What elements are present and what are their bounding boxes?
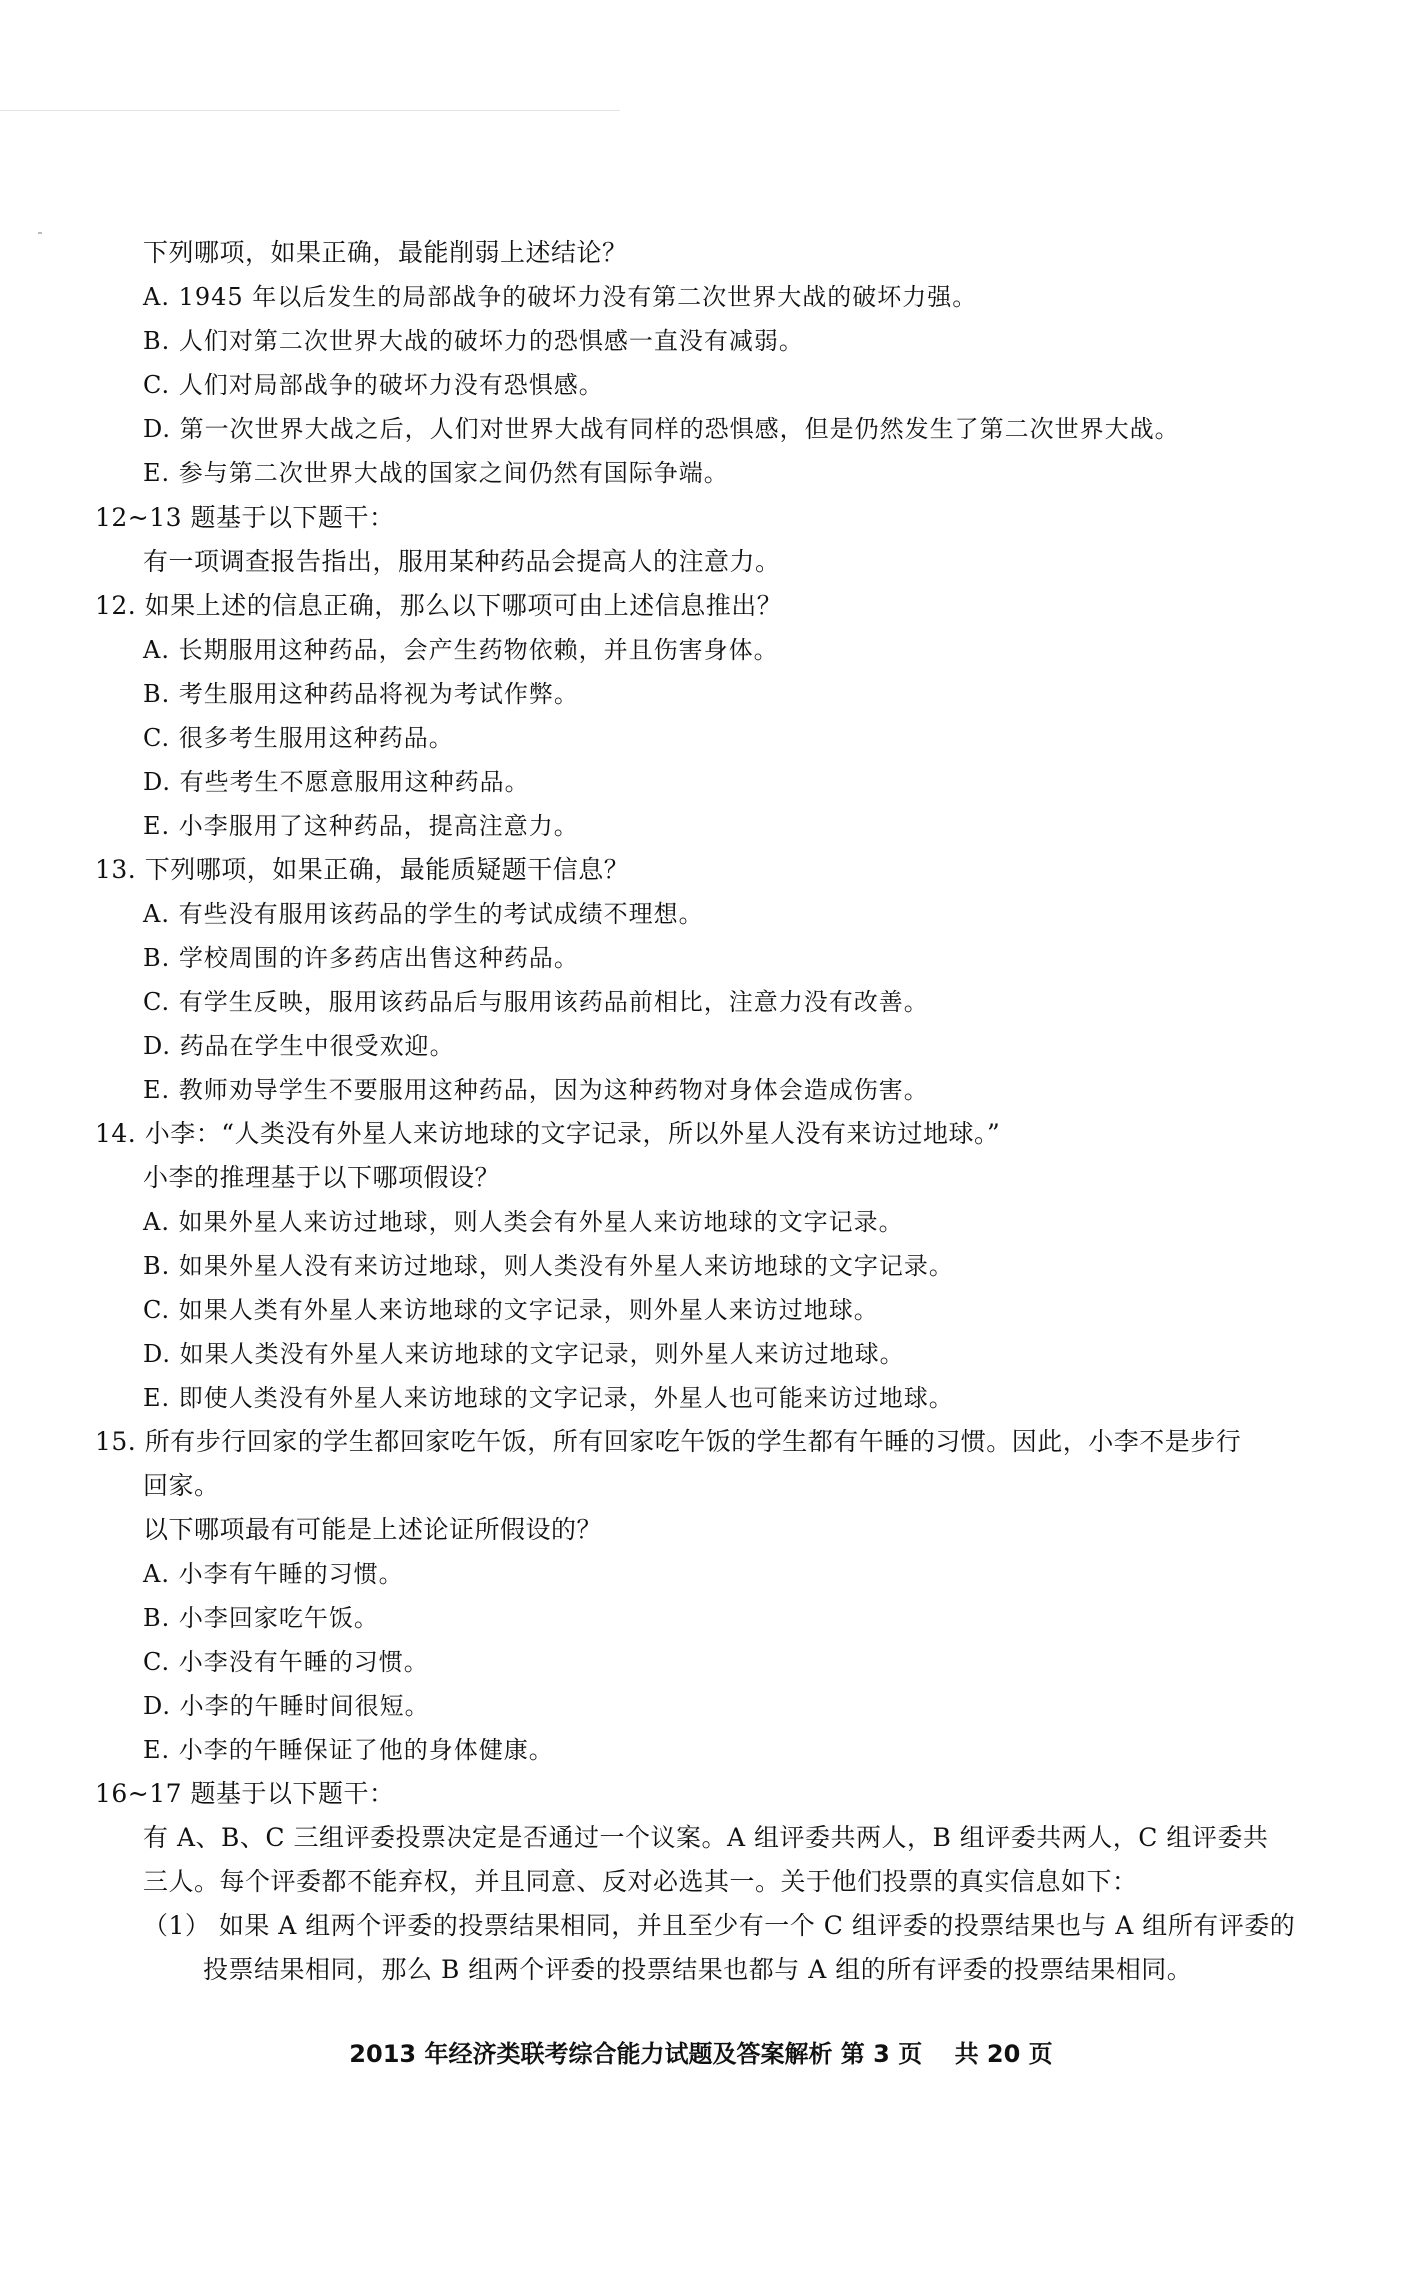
stem-text: 有一项调查报告指出，服用某种药品会提高人的注意力。 — [143, 547, 781, 576]
option-e: E. 即使人类没有外星人来访地球的文字记录，外星人也可能来访过地球。 — [143, 1384, 954, 1412]
option-a: A. 1945 年以后发生的局部战争的破坏力没有第二次世界大战的破坏力强。 — [143, 283, 978, 311]
section-header-12-13: 12~13 题基于以下题干： — [95, 503, 395, 532]
page-footer: 2013 年经济类联考综合能力试题及答案解析 第 3 页 共 20 页 — [349, 2040, 1053, 2068]
option-b: B. 小李回家吃午饭。 — [143, 1604, 379, 1632]
scan-edge-mark — [0, 110, 620, 111]
stem-text: 三人。每个评委都不能弃权，并且同意、反对必选其一。关于他们投票的真实信息如下： — [143, 1867, 1138, 1896]
option-d: D. 小李的午睡时间很短。 — [143, 1692, 430, 1720]
option-e: E. 小李的午睡保证了他的身体健康。 — [143, 1736, 554, 1764]
question-15-continued: 回家。 — [143, 1471, 220, 1500]
option-a: A. 长期服用这种药品，会产生药物依赖，并且伤害身体。 — [143, 636, 779, 664]
option-d: D. 有些考生不愿意服用这种药品。 — [143, 768, 530, 796]
question-14: 14. 小李：“人类没有外星人来访地球的文字记录，所以外星人没有来访过地球。” — [95, 1119, 1001, 1148]
option-b: B. 学校周围的许多药店出售这种药品。 — [143, 944, 579, 972]
option-b: B. 考生服用这种药品将视为考试作弊。 — [143, 680, 579, 708]
condition-1-continued: 投票结果相同，那么 B 组两个评委的投票结果也都与 A 组的所有评委的投票结果相同。 — [203, 1955, 1193, 1984]
option-a: A. 有些没有服用该药品的学生的考试成绩不理想。 — [143, 900, 704, 928]
option-d: D. 药品在学生中很受欢迎。 — [143, 1032, 455, 1060]
option-e: E. 教师劝导学生不要服用这种药品，因为这种药物对身体会造成伤害。 — [143, 1076, 929, 1104]
option-a: A. 小李有午睡的习惯。 — [143, 1560, 404, 1588]
option-b: B. 如果外星人没有来访过地球，则人类没有外星人来访地球的文字记录。 — [143, 1252, 954, 1280]
option-d: D. 第一次世界大战之后，人们对世界大战有同样的恐惧感，但是仍然发生了第二次世界大战。 — [143, 415, 1180, 443]
condition-1: （1） 如果 A 组两个评委的投票结果相同，并且至少有一个 C 组评委的投票结果也与 A 组所有评委的 — [143, 1911, 1296, 1940]
question-14-prompt: 小李的推理基于以下哪项假设？ — [143, 1163, 501, 1192]
option-e: E. 小李服用了这种药品，提高注意力。 — [143, 812, 579, 840]
option-b: B. 人们对第二次世界大战的破坏力的恐惧感一直没有减弱。 — [143, 327, 804, 355]
option-c: C. 如果人类有外星人来访地球的文字记录，则外星人来访过地球。 — [143, 1296, 879, 1324]
stem-text: 有 A、B、C 三组评委投票决定是否通过一个议案。A 组评委共两人，B 组评委共两人，C 组评委共 — [143, 1823, 1269, 1852]
section-header-16-17: 16~17 题基于以下题干： — [95, 1779, 395, 1808]
question-15: 15. 所有步行回家的学生都回家吃午饭，所有回家吃午饭的学生都有午睡的习惯。因此，小李不是步行 — [95, 1427, 1242, 1456]
option-c: C. 有学生反映，服用该药品后与服用该药品前相比，注意力没有改善。 — [143, 988, 929, 1016]
question-15-prompt: 以下哪项最有可能是上述论证所假设的？ — [143, 1515, 603, 1544]
option-c: C. 很多考生服用这种药品。 — [143, 724, 454, 752]
scan-speck — [38, 232, 42, 234]
option-c: C. 人们对局部战争的破坏力没有恐惧感。 — [143, 371, 604, 399]
option-a: A. 如果外星人来访过地球，则人类会有外星人来访地球的文字记录。 — [143, 1208, 904, 1236]
option-c: C. 小李没有午睡的习惯。 — [143, 1648, 429, 1676]
question-13: 13. 下列哪项，如果正确，最能质疑题干信息？ — [95, 855, 630, 884]
question-prompt: 下列哪项，如果正确，最能削弱上述结论？ — [143, 238, 628, 267]
question-12: 12. 如果上述的信息正确，那么以下哪项可由上述信息推出？ — [95, 591, 783, 620]
option-d: D. 如果人类没有外星人来访地球的文字记录，则外星人来访过地球。 — [143, 1340, 905, 1368]
option-e: E. 参与第二次世界大战的国家之间仍然有国际争端。 — [143, 459, 729, 487]
